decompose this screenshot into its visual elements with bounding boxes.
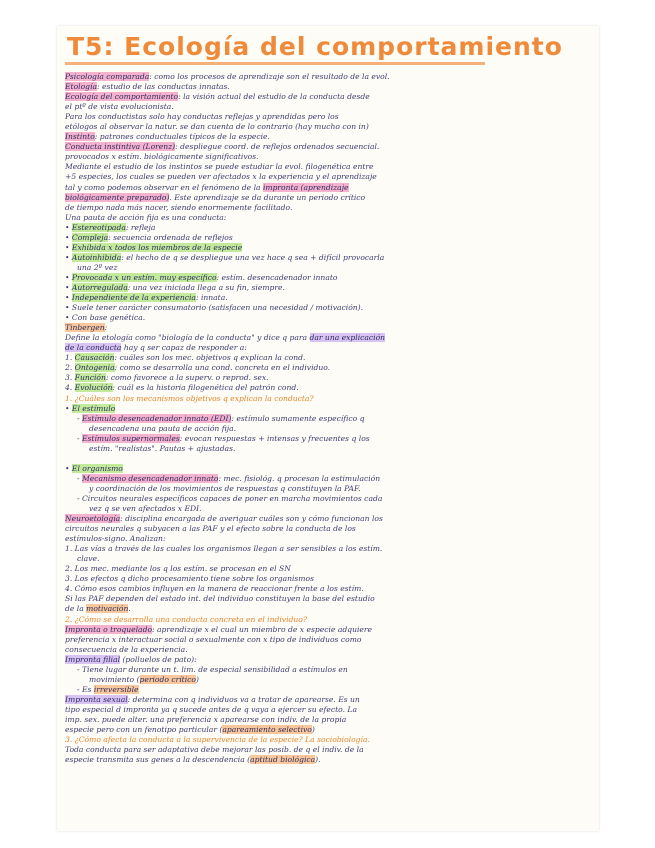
note-line: - Estímulo desencadenador innato (EDI): estímulo sumamente específico q xyxy=(77,413,365,423)
highlighted-term: Estímulos supernormales xyxy=(81,433,180,443)
note-line: • Autorregulada: una vez iniciada llega a su fin, siempre. xyxy=(65,282,285,292)
note-line: Para los conductistas solo hay conductas reflejas y aprendidas pero los xyxy=(65,112,339,122)
note-line: movimiento (periodo crítico) xyxy=(89,674,199,684)
note-line: el ptº de vista evolucionista. xyxy=(65,102,174,112)
note-line: biológicamente preparado). Este aprendizaje se da durante un periodo crítico xyxy=(65,192,366,202)
note-line: 1. Causación: cuáles son los mec. objetivos q explican la cond. xyxy=(65,353,306,363)
highlighted-term: irreversible xyxy=(93,684,139,694)
note-line: especie pero con un fenotipo particular (apareamiento selectivo) xyxy=(65,725,315,735)
note-line: • El estímulo xyxy=(65,403,116,413)
note-line: consecuencia de la experiencia. xyxy=(65,644,188,654)
note-line: 2. Los mec. mediante los q los estím. se procesan en el SN xyxy=(65,564,291,574)
note-line: • Provocada x un estím. muy específico: estím. desencadenador innato xyxy=(65,272,338,282)
note-line: provocados x estím. biológicamente significativos. xyxy=(65,152,259,162)
note-line: 4. Evolución: cuál es la historia filogenética del patrón cond. xyxy=(65,383,299,393)
highlighted-term: Neuroetología xyxy=(65,514,121,524)
highlighted-term: periodo crítico xyxy=(139,674,196,684)
note-line: especie transmita sus genes a la descendencia (aptitud biológica). xyxy=(65,755,321,765)
highlighted-term: Función xyxy=(74,373,106,383)
note-line: 1. ¿Cuáles son los mecanismos objetivos q explican la conducta? xyxy=(65,393,314,403)
note-line: - Mecanismo desencadenador innato: mec. fisiológ. q procesan la estimulación xyxy=(77,473,381,483)
note-line: 1. Las vías a través de las cuales los organismos llegan a ser sensibles a los estím. xyxy=(65,544,383,554)
note-line: Toda conducta para ser adaptativa debe mejorar las posib. de q el indiv. de la xyxy=(65,745,364,755)
note-line: Etología: estudio de las conductas innatas. xyxy=(65,82,230,92)
highlighted-term: Independiente de la experiencia xyxy=(71,293,196,303)
note-line: Neuroetología: disciplina encargada de averiguar cuáles son y cómo funcionan los xyxy=(65,514,383,524)
note-line: vez q se ven afectados x EDI. xyxy=(89,504,202,514)
note-line: de la motivación. xyxy=(65,604,131,614)
note-line: y coordinación de los movimientos de respuestas q constituyen la PAF. xyxy=(89,483,361,493)
note-line: 4. Cómo esos cambios influyen en la manera de reaccionar frente a los estím. xyxy=(65,584,364,594)
note-line: circuitos neurales q subyacen a las PAF y el efecto sobre la conducta de los xyxy=(65,524,356,534)
page-title: T5: Ecología del comportamiento xyxy=(67,32,563,61)
note-line: tipo especial d impronta ya q sucede antes de q vaya a ejercer su efecto. La xyxy=(65,704,357,714)
note-line: Impronta filial (polluelos de pato): xyxy=(65,654,197,664)
note-line: 2. Ontogenia: como se desarrolla una cond. concreta en el individuo. xyxy=(65,363,331,373)
highlighted-term: Instinto xyxy=(65,132,95,142)
note-line: Define la etología como "biología de la conducta" y dice q para dar una explicación xyxy=(65,333,386,343)
note-line: - Estímulos supernormales: evocan respuestas + intensas y frecuentes q los xyxy=(77,433,370,443)
note-line: • Compleja: secuencia ordenada de reflejos xyxy=(65,232,233,242)
highlighted-term: Autoinhibida xyxy=(71,252,122,262)
highlighted-term: Provocada x un estím. muy específico xyxy=(71,272,217,282)
highlighted-term: biológicamente preparado) xyxy=(65,192,170,202)
note-line: desencadena una pauta de acción fija. xyxy=(89,423,237,433)
note-line: Ecología del comportamiento: la visión actual del estudio de la conducta desde xyxy=(65,92,370,102)
note-line: estímulos-signo. Analizan: xyxy=(65,534,166,544)
note-line: Instinto: patrones conductuales típicos de la especie. xyxy=(65,132,270,142)
note-line: etólogos al observar la natur. se dan cuenta de lo contrario (hay mucho con in) xyxy=(65,122,369,132)
highlighted-term: Exhibida x todos los miembros de la especie xyxy=(71,242,243,252)
highlighted-term: Tinbergen xyxy=(65,323,105,333)
highlighted-term: motivación xyxy=(86,604,129,614)
note-line: Mediante el estudio de los instintos se puede estudiar la evol. filogenética entre xyxy=(65,162,374,172)
highlighted-term: El organismo xyxy=(71,463,123,473)
note-line: Si las PAF dependen del estado int. del individuo constituyen la base del estudio xyxy=(65,594,375,604)
note-line: preferencia x interactuar social o sexualmente con x tipo de individuos como xyxy=(65,634,362,644)
note-line: • Con base genética. xyxy=(65,313,146,323)
note-line: Conducta instintiva (Lorenz): despliegue coord. de reflejos ordenados secuencial. xyxy=(65,142,380,152)
highlighted-term: Impronta o troquelado xyxy=(65,624,153,634)
note-line xyxy=(65,454,593,464)
note-line: • Suele tener carácter consumatorio (satisfacen una necesidad / motivación). xyxy=(65,303,364,313)
note-line: Psicología comparada: como los procesos de aprendizaje son el resultado de la evol. xyxy=(65,72,390,81)
note-line: • Estereotipada: refleja xyxy=(65,222,156,232)
note-line: • Autoinhibida: el hecho de q se despliegue una vez hace q sea + difícil provocarla xyxy=(65,252,385,262)
note-line: • Exhibida x todos los miembros de la especie xyxy=(65,242,243,252)
highlighted-term: Psicología comparada xyxy=(65,72,150,81)
highlighted-term: Causación xyxy=(74,353,115,363)
note-line: imp. sex. puede alter. una preferencia x aparearse con indiv. de la propia xyxy=(65,715,347,724)
note-line: 2. ¿Cómo se desarrolla una conducta concreta en el individuo? xyxy=(65,614,307,624)
note-line: estím. "realistas". Pautas + ajustadas. xyxy=(89,443,236,453)
highlighted-term: aptitud biológica xyxy=(250,755,316,765)
note-line: - Circuitos neurales específicos capaces de poner en marcha movimientos cada xyxy=(77,493,383,503)
highlighted-term: Autorregulada xyxy=(71,282,128,292)
highlighted-term: Mecanismo desencadenador innato xyxy=(81,473,219,483)
highlighted-term: dar una explicación xyxy=(309,333,386,343)
highlighted-term: Ecología del comportamiento xyxy=(65,92,179,102)
highlighted-term: Estereotipada xyxy=(71,222,126,232)
highlighted-term: apareamiento selectivo xyxy=(222,725,312,735)
highlighted-term: Estímulo desencadenador innato (EDI) xyxy=(81,413,232,423)
title-underline xyxy=(65,62,485,65)
note-line: 3. Los efectos q dicho procesamiento tiene sobre los organismos xyxy=(65,574,314,584)
note-line: 3. ¿Cómo afecta la conducta a la supervivencia de la especie? La sociobiología. xyxy=(65,735,370,745)
highlighted-term: Etología xyxy=(65,82,97,92)
highlighted-term: Evolución xyxy=(74,383,113,393)
note-line: 3. Función: como favorece a la superv. o reprod. sex. xyxy=(65,373,269,383)
highlighted-term: Impronta filial xyxy=(65,654,121,664)
highlighted-term: Compleja xyxy=(71,232,109,242)
note-line: Impronta sexual: determina con q individuos va a tratar de aparearse. Es un xyxy=(65,694,360,704)
note-line: • Independiente de la experiencia: innata. xyxy=(65,293,228,303)
notes-body xyxy=(65,72,593,765)
note-line: de tiempo nada más nacer, siendo enormemente facilitado. xyxy=(65,202,293,212)
highlighted-term: Impronta sexual xyxy=(65,694,128,704)
note-line: +5 especies, los cuales se pueden ver afectados x la experiencia y el aprendizaje xyxy=(65,172,377,182)
highlighted-term: Ontogenia xyxy=(74,363,115,373)
note-line: - Tiene lugar durante un t. lim. de especial sensibilidad a estímulos en xyxy=(77,664,348,674)
note-line: - Es irreversible xyxy=(77,684,139,694)
note-line: Impronta o troquelado: aprendizaje x el cual un miembro de x especie adquiere xyxy=(65,624,373,634)
note-line: una 2º vez xyxy=(77,262,118,272)
note-line: tal y como podemos observar en el fenómeno de la impronta (aprendizaje xyxy=(65,182,349,192)
highlighted-term: de la conducta xyxy=(65,343,122,353)
note-line: Una pauta de acción fija es una conducta: xyxy=(65,212,227,222)
notebook-page xyxy=(57,26,599,831)
note-line: • El organismo xyxy=(65,463,123,473)
highlighted-term: El estímulo xyxy=(71,403,116,413)
note-line: de la conducta hay q ser capaz de responder a: xyxy=(65,343,247,353)
note-line: clave. xyxy=(77,554,100,564)
highlighted-term: Conducta instintiva (Lorenz) xyxy=(65,142,176,152)
note-line: Tinbergen: xyxy=(65,323,108,333)
highlighted-term: impronta (aprendizaje xyxy=(262,182,349,192)
